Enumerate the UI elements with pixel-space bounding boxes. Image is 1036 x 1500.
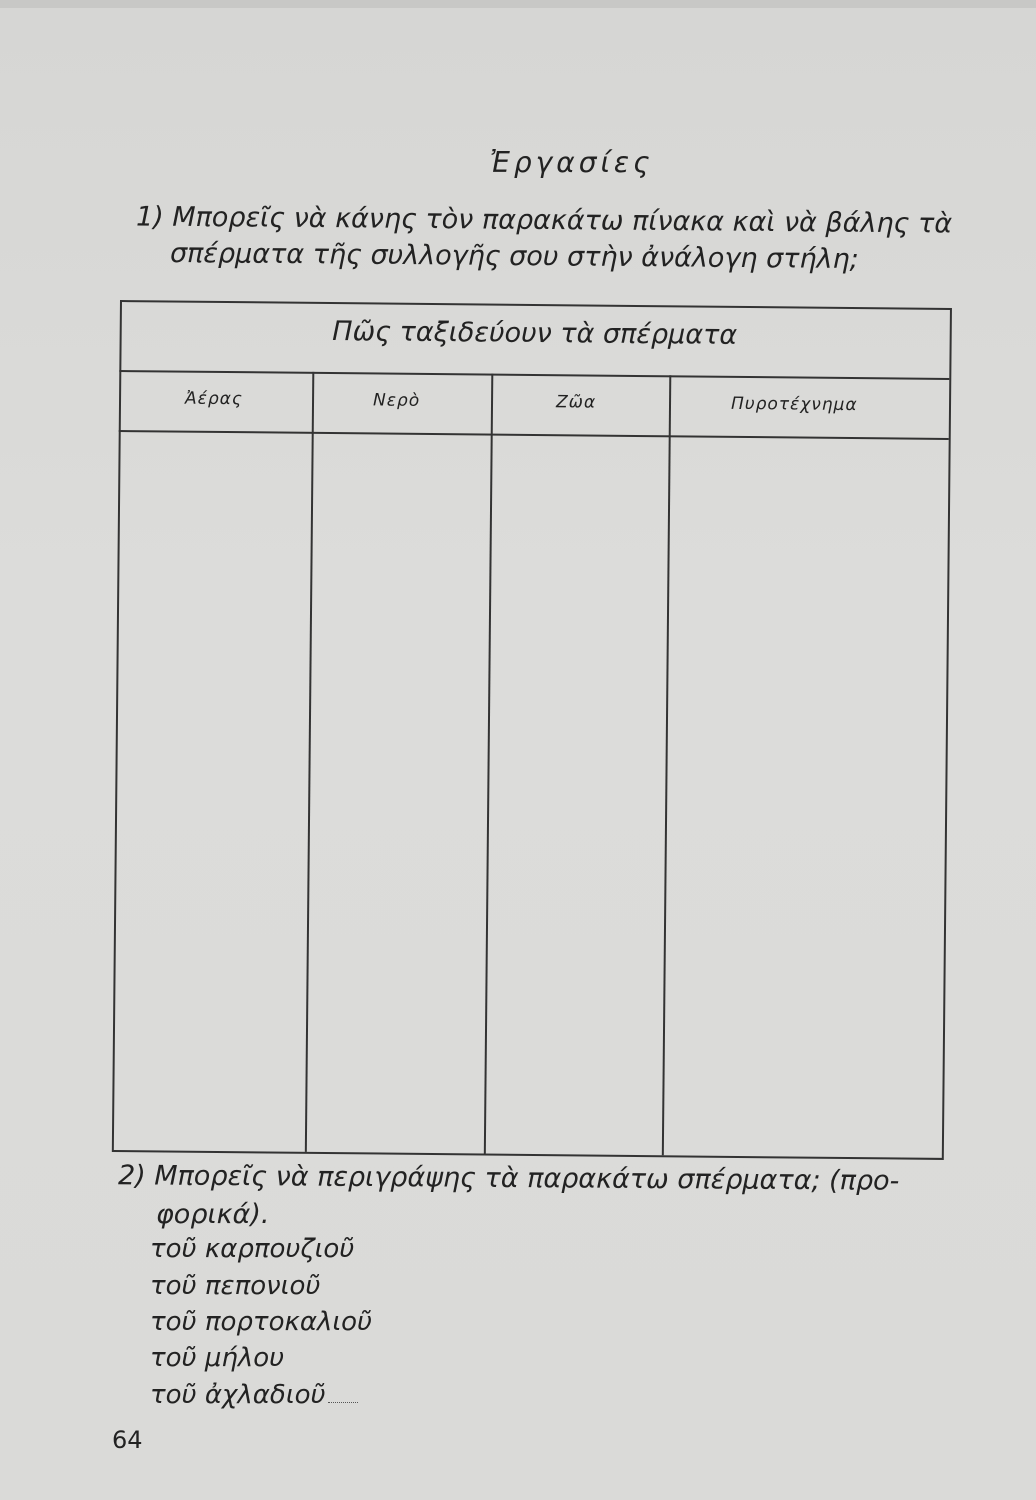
fruit-item-label: τοῦ μήλου bbox=[150, 1343, 285, 1373]
table-title: Πῶς ταξιδεύουν τὰ σπέρματα bbox=[332, 316, 738, 351]
fruit-item bbox=[150, 1343, 284, 1373]
fruit-item-label: τοῦ πεπονιοῦ bbox=[150, 1271, 321, 1301]
column-header-firework: Πυροτέχνημα bbox=[730, 393, 858, 416]
seed-travel-table bbox=[112, 300, 950, 1158]
task-2-line-1: 2) Μπορεῖς νὰ περιγράψης τὰ παρακάτω σπέρματα; (προ- bbox=[117, 1160, 900, 1197]
column-header-air: Ἀέρας bbox=[184, 388, 243, 410]
column-header-animals: Ζῶα bbox=[555, 392, 597, 413]
fruit-item bbox=[150, 1307, 372, 1337]
fruit-item bbox=[150, 1234, 354, 1264]
task-1-line-2: σπέρματα τῆς συλλογῆς σου στὴν ἀνάλογη στήλη; bbox=[169, 237, 859, 276]
page-top-edge bbox=[0, 0, 1036, 8]
answer-dots bbox=[328, 1384, 358, 1403]
fruit-item-label: τοῦ καρπουζιοῦ bbox=[150, 1234, 355, 1264]
column-header-water: Νερὸ bbox=[372, 390, 421, 411]
fruit-item-label: τοῦ ἀχλαδιοῦ bbox=[150, 1380, 326, 1410]
fruit-item bbox=[150, 1380, 358, 1410]
fruit-item-label: τοῦ πορτοκαλιοῦ bbox=[150, 1307, 373, 1337]
fruit-item bbox=[150, 1271, 320, 1301]
page-number: 64 bbox=[112, 1426, 143, 1454]
table-border bbox=[112, 300, 952, 1160]
section-heading: Ἐργασίες bbox=[490, 146, 654, 179]
task-2-line-2: φορικά). bbox=[156, 1199, 270, 1230]
task-1-line-1: 1) Μπορεῖς νὰ κάνης τὸν παρακάτω πίνακα καὶ νὰ βάλης τὰ bbox=[135, 201, 953, 240]
